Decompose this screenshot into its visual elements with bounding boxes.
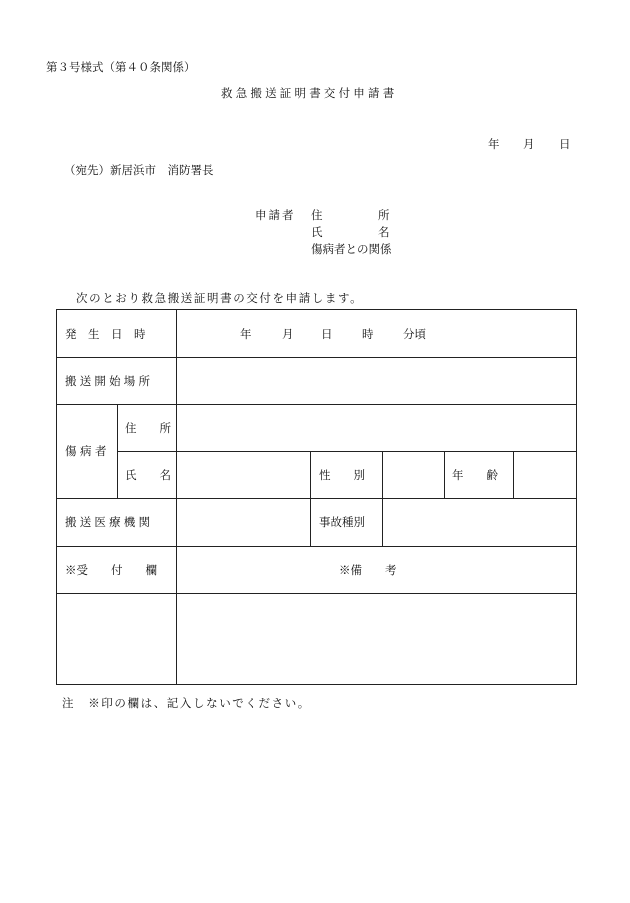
applicant-name-label-2: 名	[378, 225, 390, 239]
applicant-label: 申請者	[255, 208, 296, 222]
column-divider	[382, 451, 383, 546]
remarks-entry-cell	[177, 594, 576, 684]
row-divider	[57, 498, 576, 499]
occurrence-year-label: 年	[240, 327, 252, 341]
row-divider	[57, 546, 576, 547]
column-divider	[117, 404, 118, 498]
occurrence-month-label: 月	[282, 327, 294, 341]
patient-address-label: 住 所	[125, 421, 171, 435]
row-divider	[57, 404, 576, 405]
row-divider	[117, 451, 576, 452]
reception-entry-cell	[57, 594, 176, 684]
note-text: 注 ※印の欄は、記入しないでください。	[62, 696, 311, 710]
occurrence-day-label: 日	[321, 327, 333, 341]
applicant-address-label: 住	[311, 208, 323, 222]
occurrence-hour-label: 時	[362, 327, 374, 341]
reception-label: ※受 付 欄	[65, 563, 157, 577]
column-divider	[310, 451, 311, 546]
transport-start-place-label: 搬送開始場所	[65, 374, 154, 388]
document-title: 救急搬送証明書交付申請書	[221, 86, 398, 100]
addressee: （宛先）新居浜市 消防署長	[64, 163, 214, 177]
remarks-label: ※備 考	[339, 563, 397, 577]
occurrence-minute-label: 分頃	[403, 327, 426, 341]
transport-hospital-label: 搬送医療機関	[65, 515, 154, 529]
column-divider	[444, 451, 445, 498]
occurrence-datetime-label: 発 生 日 時	[65, 327, 146, 341]
column-divider	[513, 451, 514, 498]
patient-label: 傷病者	[65, 444, 110, 458]
row-divider	[57, 357, 576, 358]
form-number: 第３号様式（第４０条関係）	[46, 60, 196, 74]
date-year-label: 年	[488, 137, 500, 151]
applicant-address-label-2: 所	[378, 208, 390, 222]
patient-name-label: 氏 名	[125, 468, 171, 482]
applicant-relation-label: 傷病者との関係	[311, 242, 392, 256]
intro-text: 次のとおり救急搬送証明書の交付を申請します。	[76, 291, 364, 305]
age-label: 年 齢	[452, 468, 498, 482]
application-form-table	[56, 309, 577, 685]
applicant-name-label: 氏	[311, 225, 323, 239]
date-day-label: 日	[559, 137, 571, 151]
accident-type-label: 事故種別	[319, 515, 365, 529]
date-month-label: 月	[523, 137, 535, 151]
sex-label: 性 別	[319, 468, 365, 482]
